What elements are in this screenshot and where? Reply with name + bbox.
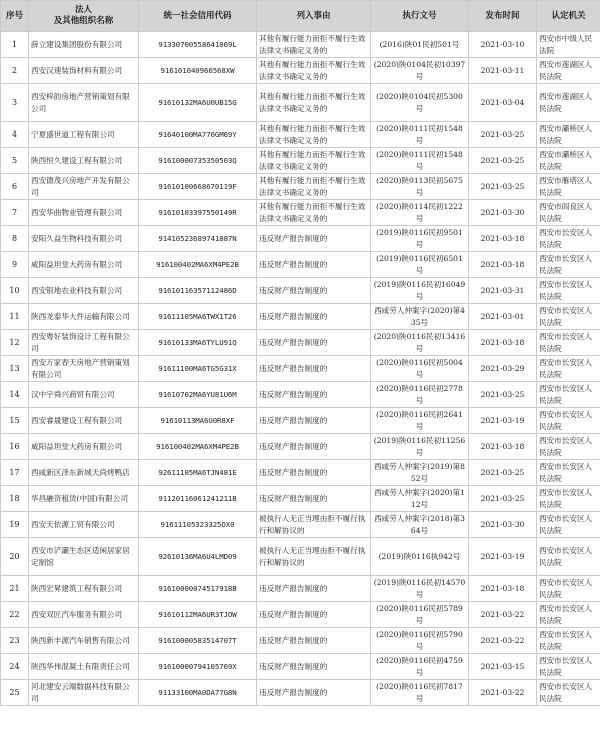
- cell-publish-date: 2021-03-01: [469, 304, 537, 330]
- table-row: [1, 680, 600, 706]
- table-row: [1, 58, 600, 84]
- cell-reason: 违反财产报告制度的: [257, 330, 371, 356]
- cell-credit-code: 91610103397550149R: [139, 200, 257, 226]
- cell-company-name: 西安德茂兴房地产开发有限公司: [29, 174, 139, 200]
- cell-doc-number: 西咸劳人仲案字(2018)第364号: [371, 512, 469, 538]
- cell-agency: 西安市长安区人民法院: [537, 434, 600, 460]
- cell-doc-number: (2020)陕0116民初13416号: [371, 330, 469, 356]
- cell-agency: 西安市长安区人民法院: [537, 680, 600, 706]
- table-row: [1, 226, 600, 252]
- cell-company-name: 西安汉速装饰材料有限公司: [29, 58, 139, 84]
- header-no: 序号: [1, 1, 29, 32]
- cell-reason: 违反财产报告制度的: [257, 304, 371, 330]
- cell-agency: 西安市长安区人民法院: [537, 512, 600, 538]
- header-name: 法人 及其他组织名称: [29, 1, 139, 32]
- cell-reason: 违反财产报告制度的: [257, 654, 371, 680]
- table-row: [1, 252, 600, 278]
- cell-credit-code: 91120116061241211B: [139, 486, 257, 512]
- header-doc: 执行文号: [371, 1, 469, 32]
- cell-reason: 被执行人无正当理由拒不履行执行和解协议的: [257, 538, 371, 576]
- table-row: [1, 602, 600, 628]
- cell-no: 1: [1, 32, 29, 58]
- cell-reason: 其他有履行能力而拒不履行生效法律文书确定义务的: [257, 174, 371, 200]
- cell-reason: 违反财产报告制度的: [257, 278, 371, 304]
- cell-no: 18: [1, 486, 29, 512]
- cell-reason: 被执行人无正当理由拒不履行执行和解协议的: [257, 512, 371, 538]
- cell-publish-date: 2021-03-15: [469, 654, 537, 680]
- cell-credit-code: 91610000583514707T: [139, 628, 257, 654]
- cell-no: 24: [1, 654, 29, 680]
- cell-no: 11: [1, 304, 29, 330]
- cell-agency: 西安市长安区人民法院: [537, 654, 600, 680]
- cell-reason: 违反财产报告制度的: [257, 382, 371, 408]
- cell-agency: 西安市长安区人民法院: [537, 382, 600, 408]
- header-date: 发布时间: [469, 1, 537, 32]
- cell-doc-number: 西咸劳人仲案字(2020)第112号: [371, 486, 469, 512]
- table-row: [1, 122, 600, 148]
- cell-credit-code: 91330700558641069L: [139, 32, 257, 58]
- table-row: [1, 486, 600, 512]
- cell-no: 25: [1, 680, 29, 706]
- table-row: [1, 278, 600, 304]
- cell-reason: 其他有履行能力而拒不履行生效法律文书确定义务的: [257, 200, 371, 226]
- cell-agency: 西安市长安区人民法院: [537, 486, 600, 512]
- table-row: [1, 330, 600, 356]
- cell-reason: 违反财产报告制度的: [257, 226, 371, 252]
- cell-credit-code: 91610112MA6UR3TJOW: [139, 602, 257, 628]
- cell-no: 17: [1, 460, 29, 486]
- cell-doc-number: (2016)陕01民初501号: [371, 32, 469, 58]
- table-row: [1, 434, 600, 460]
- table-row: [1, 32, 600, 58]
- cell-credit-code: 916101040966568XW: [139, 58, 257, 84]
- table-row: [1, 200, 600, 226]
- header-code: 统一社会信用代码: [139, 1, 257, 32]
- cell-no: 2: [1, 58, 29, 84]
- table-row: [1, 628, 600, 654]
- cell-publish-date: 2021-03-31: [469, 278, 537, 304]
- cell-company-name: 西安万家春天房地产营销策划有限公司: [29, 356, 139, 382]
- cell-publish-date: 2021-03-18: [469, 576, 537, 602]
- cell-credit-code: 91133100MA0DA77G8N: [139, 680, 257, 706]
- cell-agency: 西安市灞桥区人民法院: [537, 122, 600, 148]
- cell-publish-date: 2021-03-10: [469, 32, 537, 58]
- cell-company-name: 西咸新区泽东新城天尚烤鸭店: [29, 460, 139, 486]
- table-row: [1, 382, 600, 408]
- cell-no: 16: [1, 434, 29, 460]
- cell-agency: 西安市长安区人民法院: [537, 628, 600, 654]
- cell-credit-code: 916100402MA6XM4PE2B: [139, 252, 257, 278]
- cell-doc-number: 西咸劳人仲案字(2019)第852号: [371, 460, 469, 486]
- cell-doc-number: (2020)陕0114民初1222号: [371, 200, 469, 226]
- table-row: [1, 174, 600, 200]
- cell-company-name: 宁夏盛世道工程有限公司: [29, 122, 139, 148]
- cell-company-name: 陕西新丰源汽车销售有限公司: [29, 628, 139, 654]
- cell-company-name: 陕西恒久建设工程有限公司: [29, 148, 139, 174]
- cell-doc-number: (2019)陕0116民初16049号: [371, 278, 469, 304]
- table-row: [1, 84, 600, 122]
- table-row: [1, 512, 600, 538]
- cell-no: 10: [1, 278, 29, 304]
- cell-credit-code: 91610133MA6TYLU91Q: [139, 330, 257, 356]
- cell-credit-code: 91610116357112486D: [139, 278, 257, 304]
- table-row: [1, 538, 600, 576]
- cell-credit-code: 91610000074517918B: [139, 576, 257, 602]
- table-row: [1, 576, 600, 602]
- cell-doc-number: (2020)陕0104民初5300号: [371, 84, 469, 122]
- cell-credit-code: 91610113MA6U0R8XF: [139, 408, 257, 434]
- cell-company-name: 汉中宇舜兴商贸有限公司: [29, 382, 139, 408]
- cell-doc-number: (2020)陕0111民初1548号: [371, 148, 469, 174]
- cell-doc-number: (2020)陕0116民初2778号: [371, 382, 469, 408]
- cell-no: 12: [1, 330, 29, 356]
- cell-agency: 西安市莲湖区人民法院: [537, 58, 600, 84]
- cell-company-name: 陕西龙泰华大件运输有限公司: [29, 304, 139, 330]
- cell-agency: 西安市长安区人民法院: [537, 278, 600, 304]
- cell-reason: 违反财产报告制度的: [257, 486, 371, 512]
- header-reason: 列入事由: [257, 1, 371, 32]
- cell-agency: 西安市长安区人民法院: [537, 408, 600, 434]
- cell-agency: 西安市莲湖区人民法院: [537, 84, 600, 122]
- cell-publish-date: 2021-03-19: [469, 538, 537, 576]
- cell-doc-number: (2019)陕0116民初14570号: [371, 576, 469, 602]
- cell-reason: 违反财产报告制度的: [257, 356, 371, 382]
- cell-publish-date: 2021-03-18: [469, 226, 537, 252]
- cell-doc-number: (2019)陕0116民初11256号: [371, 434, 469, 460]
- cell-reason: 违反财产报告制度的: [257, 576, 371, 602]
- cell-publish-date: 2021-03-22: [469, 628, 537, 654]
- cell-agency: 西安市长安区人民法院: [537, 602, 600, 628]
- cell-credit-code: 91640100MA770GM69Y: [139, 122, 257, 148]
- cell-credit-code: 91410523689741887N: [139, 226, 257, 252]
- cell-reason: 违反财产报告制度的: [257, 602, 371, 628]
- cell-reason: 违反财产报告制度的: [257, 252, 371, 278]
- cell-company-name: 西安市浐灞生态区适闲居家居定制馆: [29, 538, 139, 576]
- table-row: [1, 408, 600, 434]
- cell-no: 13: [1, 356, 29, 382]
- cell-no: 7: [1, 200, 29, 226]
- cell-publish-date: 2021-03-30: [469, 512, 537, 538]
- cell-agency: 西安市长安区人民法院: [537, 226, 600, 252]
- cell-doc-number: (2019)陕0116民初6501号: [371, 252, 469, 278]
- cell-company-name: 西安华曲物业管理有限公司: [29, 200, 139, 226]
- cell-reason: 违反财产报告制度的: [257, 680, 371, 706]
- cell-agency: 西安市中级人民法院: [537, 32, 600, 58]
- cell-no: 3: [1, 84, 29, 122]
- cell-reason: 其他有履行能力而拒不履行生效法律文书确定义务的: [257, 148, 371, 174]
- cell-company-name: 安阳久益生物科技有限公司: [29, 226, 139, 252]
- cell-agency: 西安市长安区人民法院: [537, 356, 600, 382]
- cell-doc-number: (2019)陕0116民初9501号: [371, 226, 469, 252]
- cell-publish-date: 2021-03-29: [469, 356, 537, 382]
- cell-company-name: 华昌融资租赁(中国)有限公司: [29, 486, 139, 512]
- cell-reason: 其他有履行能力而拒不履行生效法律文书确定义务的: [257, 122, 371, 148]
- cell-no: 22: [1, 602, 29, 628]
- cell-no: 9: [1, 252, 29, 278]
- cell-publish-date: 2021-03-25: [469, 174, 537, 200]
- cell-no: 6: [1, 174, 29, 200]
- cell-agency: 西安市长安区人民法院: [537, 538, 600, 576]
- cell-publish-date: 2021-03-25: [469, 382, 537, 408]
- cell-agency: 西安市长安区人民法院: [537, 330, 600, 356]
- header-agency: 认定机关: [537, 1, 600, 32]
- table-row: [1, 304, 600, 330]
- cell-no: 15: [1, 408, 29, 434]
- cell-credit-code: 916100402MA6XM4PE2B: [139, 434, 257, 460]
- cell-reason: 其他有履行能力而拒不履行生效法律文书确定义务的: [257, 58, 371, 84]
- table-header-row: [1, 1, 600, 32]
- cell-no: 20: [1, 538, 29, 576]
- cell-doc-number: (2020)陕0116民初7817号: [371, 680, 469, 706]
- cell-company-name: 陕西宏昇建筑工程有限公司: [29, 576, 139, 602]
- cell-company-name: 咸阳益坦堂大药房有限公司: [29, 434, 139, 460]
- cell-company-name: 河北建安云端数据科技有限公司: [29, 680, 139, 706]
- cell-doc-number: 西咸劳人仲案字(2020)第435号: [371, 304, 469, 330]
- cell-agency: 西安市雁塔区人民法院: [537, 174, 600, 200]
- cell-doc-number: (2020)陕0116民初5789号: [371, 602, 469, 628]
- cell-publish-date: 2021-03-11: [469, 58, 537, 84]
- cell-publish-date: 2021-03-18: [469, 330, 537, 356]
- cell-credit-code: 92610136MA6U4LMD09: [139, 538, 257, 576]
- cell-agency: 西安市阎良区人民法院: [537, 200, 600, 226]
- cell-publish-date: 2021-03-25: [469, 148, 537, 174]
- cell-no: 19: [1, 512, 29, 538]
- cell-doc-number: (2020)陕0116民初4759号: [371, 654, 469, 680]
- cell-no: 8: [1, 226, 29, 252]
- table-row: [1, 460, 600, 486]
- cell-doc-number: (2020)陕0111民初1548号: [371, 122, 469, 148]
- cell-agency: 西安市长安区人民法院: [537, 304, 600, 330]
- cell-doc-number: (2020)陕0116民初2641号: [371, 408, 469, 434]
- cell-no: 21: [1, 576, 29, 602]
- cell-no: 14: [1, 382, 29, 408]
- cell-doc-number: (2020)陕0116民初5004号: [371, 356, 469, 382]
- cell-publish-date: 2021-03-22: [469, 602, 537, 628]
- cell-publish-date: 2021-03-25: [469, 460, 537, 486]
- cell-credit-code: 91610000735350503Q: [139, 148, 257, 174]
- cell-company-name: 西安双匠汽车服务有限公司: [29, 602, 139, 628]
- cell-agency: 西安市长安区人民法院: [537, 252, 600, 278]
- cell-publish-date: 2021-03-18: [469, 252, 537, 278]
- cell-company-name: 西安银地农业科技有限公司: [29, 278, 139, 304]
- cell-reason: 其他有履行能力而拒不履行生效法律文书确定义务的: [257, 84, 371, 122]
- cell-credit-code: 91610132MA6U0UB15G: [139, 84, 257, 122]
- cell-reason: 违反财产报告制度的: [257, 628, 371, 654]
- cell-credit-code: 91610100668670119F: [139, 174, 257, 200]
- cell-doc-number: (2020)陕0113民初5675号: [371, 174, 469, 200]
- cell-reason: 违反财产报告制度的: [257, 460, 371, 486]
- cell-reason: 其他有履行能力而拒不履行生效法律文书确定义务的: [257, 32, 371, 58]
- cell-no: 4: [1, 122, 29, 148]
- cell-credit-code: 91610000794105769X: [139, 654, 257, 680]
- cell-publish-date: 2021-03-30: [469, 200, 537, 226]
- cell-agency: 西安市长安区人民法院: [537, 460, 600, 486]
- table-row: [1, 654, 600, 680]
- cell-publish-date: 2021-03-25: [469, 486, 537, 512]
- cell-company-name: 西安梓韵房地产营销策划有限公司: [29, 84, 139, 122]
- cell-credit-code: 91610702MA6YU81U6M: [139, 382, 257, 408]
- cell-company-name: 薛立建设集团股份有限公司: [29, 32, 139, 58]
- cell-company-name: 西安粤好装饰设计工程有限公司: [29, 330, 139, 356]
- table-row: [1, 356, 600, 382]
- cell-no: 5: [1, 148, 29, 174]
- cell-publish-date: 2021-03-25: [469, 122, 537, 148]
- cell-doc-number: (2020)陕0116民初5790号: [371, 628, 469, 654]
- table-body: [1, 32, 600, 706]
- cell-credit-code: 91611100MA6TG5G31X: [139, 356, 257, 382]
- cell-reason: 违反财产报告制度的: [257, 408, 371, 434]
- cell-company-name: 西安天依源工贸有限公司: [29, 512, 139, 538]
- table-row: [1, 148, 600, 174]
- cell-agency: 西安市长安区人民法院: [537, 576, 600, 602]
- cell-doc-number: (2020)陕0104民初10397号: [371, 58, 469, 84]
- cell-credit-code: 91611105323325OX0: [139, 512, 257, 538]
- cell-publish-date: 2021-03-04: [469, 84, 537, 122]
- cell-agency: 西安市灞桥区人民法院: [537, 148, 600, 174]
- cell-company-name: 西安睿晟建设工程有限公司: [29, 408, 139, 434]
- cell-reason: 违反财产报告制度的: [257, 434, 371, 460]
- cell-credit-code: 92611105MA6TJN481E: [139, 460, 257, 486]
- cell-credit-code: 91611105MA6TWX1T26: [139, 304, 257, 330]
- cell-publish-date: 2021-03-19: [469, 408, 537, 434]
- cell-company-name: 咸阳益坦堂大药房有限公司: [29, 252, 139, 278]
- cell-publish-date: 2021-03-22: [469, 680, 537, 706]
- cell-no: 23: [1, 628, 29, 654]
- cell-company-name: 陕西华伟混凝土有限责任公司: [29, 654, 139, 680]
- cell-doc-number: (2019)陕0116执942号: [371, 538, 469, 576]
- cell-publish-date: 2021-03-18: [469, 434, 537, 460]
